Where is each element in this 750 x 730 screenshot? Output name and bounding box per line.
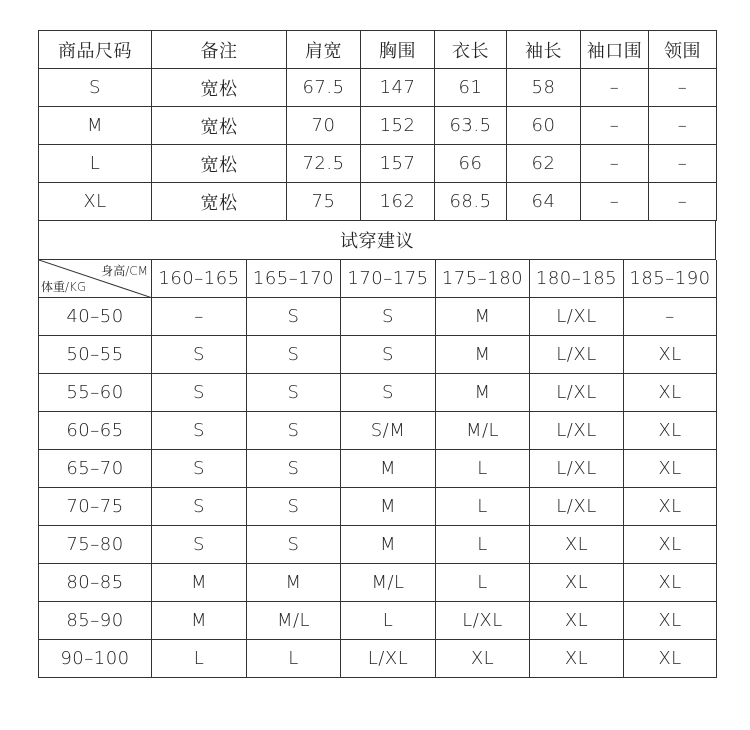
measurement-cell: 63.5 — [435, 107, 507, 145]
measurement-cell: 64 — [507, 183, 581, 221]
size-label-cell: L — [39, 145, 152, 183]
recommended-size-cell: XL — [624, 412, 717, 450]
recommended-size-cell: S — [341, 298, 436, 336]
recommended-size-cell: XL — [624, 602, 717, 640]
measurement-cell: – — [581, 145, 649, 183]
height-range-header: 175–180 — [436, 260, 530, 298]
weight-range-cell: 50–55 — [39, 336, 152, 374]
column-header: 袖口围 — [581, 31, 649, 69]
measurement-cell: 157 — [361, 145, 435, 183]
recommended-size-cell: XL — [624, 488, 717, 526]
measurement-cell: 147 — [361, 69, 435, 107]
weight-range-cell: 80–85 — [39, 564, 152, 602]
recommended-size-cell: XL — [624, 450, 717, 488]
table-row — [39, 488, 717, 526]
weight-range-cell: 60–65 — [39, 412, 152, 450]
recommended-size-cell: M/L — [247, 602, 341, 640]
recommended-size-cell: M — [436, 336, 530, 374]
weight-range-cell: 55–60 — [39, 374, 152, 412]
measurement-cell: 68.5 — [435, 183, 507, 221]
table-row — [39, 69, 717, 107]
weight-range-cell: 40–50 — [39, 298, 152, 336]
recommended-size-cell: M/L — [436, 412, 530, 450]
recommended-size-cell: S/M — [341, 412, 436, 450]
recommended-size-cell: XL — [624, 336, 717, 374]
table-row — [39, 298, 717, 336]
recommended-size-cell: XL — [624, 640, 717, 678]
measurement-cell: 宽松 — [152, 145, 287, 183]
measurement-cell: 66 — [435, 145, 507, 183]
recommended-size-cell: – — [152, 298, 247, 336]
recommended-size-cell: L/XL — [530, 450, 624, 488]
measurement-cell: – — [581, 69, 649, 107]
recommended-size-cell: L — [247, 640, 341, 678]
column-header: 肩宽 — [287, 31, 361, 69]
recommended-size-cell: M — [341, 526, 436, 564]
recommended-size-cell: S — [341, 336, 436, 374]
recommended-size-cell: S — [247, 298, 341, 336]
recommended-size-cell: S — [152, 526, 247, 564]
measurement-cell: – — [581, 107, 649, 145]
size-label-cell: S — [39, 69, 152, 107]
measurement-cell: 70 — [287, 107, 361, 145]
measurement-cell: 162 — [361, 183, 435, 221]
table-row — [39, 602, 717, 640]
table-row — [39, 336, 717, 374]
height-axis-label: 身高/CM — [101, 263, 148, 278]
recommended-size-cell: M/L — [341, 564, 436, 602]
recommended-size-cell: L — [341, 602, 436, 640]
table-row — [39, 640, 717, 678]
weight-range-cell: 85–90 — [39, 602, 152, 640]
weight-axis-label: 体重/KG — [41, 280, 87, 294]
measurement-cell: 72.5 — [287, 145, 361, 183]
recommended-size-cell: L/XL — [530, 298, 624, 336]
recommended-size-cell: M — [152, 564, 247, 602]
height-range-header: 170–175 — [341, 260, 436, 298]
measurement-cell: 宽松 — [152, 183, 287, 221]
size-label-cell: XL — [39, 183, 152, 221]
size-header-row — [39, 31, 717, 69]
recommended-size-cell: L/XL — [530, 488, 624, 526]
table-row — [39, 145, 717, 183]
measurement-cell: 60 — [507, 107, 581, 145]
recommended-size-cell: S — [152, 336, 247, 374]
measurement-cell: 宽松 — [152, 69, 287, 107]
recommended-size-cell: XL — [530, 526, 624, 564]
recommended-size-cell: L — [436, 450, 530, 488]
recommended-size-cell: M — [152, 602, 247, 640]
recommended-size-cell: S — [247, 488, 341, 526]
measurement-cell: – — [649, 107, 717, 145]
table-row — [39, 450, 717, 488]
recommended-size-cell: L/XL — [341, 640, 436, 678]
table-row — [39, 526, 717, 564]
weight-range-cell: 75–80 — [39, 526, 152, 564]
recommended-size-cell: L/XL — [530, 374, 624, 412]
recommended-size-cell: XL — [624, 564, 717, 602]
weight-range-cell: 70–75 — [39, 488, 152, 526]
column-header: 领围 — [649, 31, 717, 69]
recommended-size-cell: XL — [624, 526, 717, 564]
height-range-header: 160–165 — [152, 260, 247, 298]
column-header: 胸围 — [361, 31, 435, 69]
recommended-size-cell: S — [152, 450, 247, 488]
recommended-size-cell: XL — [530, 602, 624, 640]
recommended-size-cell: M — [436, 298, 530, 336]
measurement-cell: 宽松 — [152, 107, 287, 145]
table-row — [39, 374, 717, 412]
table-row — [39, 183, 717, 221]
measurement-cell: – — [581, 183, 649, 221]
fit-suggestion-title-table — [38, 221, 716, 260]
recommended-size-cell: L/XL — [530, 336, 624, 374]
recommended-size-cell: M — [341, 488, 436, 526]
recommended-size-cell: S — [247, 450, 341, 488]
recommended-size-cell: S — [247, 412, 341, 450]
size-measurement-table — [38, 30, 717, 221]
recommended-size-cell: L — [436, 564, 530, 602]
recommended-size-cell: L/XL — [436, 602, 530, 640]
diagonal-corner-cell — [39, 260, 152, 298]
measurement-cell: 152 — [361, 107, 435, 145]
recommended-size-cell: XL — [436, 640, 530, 678]
measurement-cell: – — [649, 145, 717, 183]
column-header: 备注 — [152, 31, 287, 69]
recommended-size-cell: S — [152, 488, 247, 526]
recommended-size-cell: S — [247, 336, 341, 374]
table-row — [39, 412, 717, 450]
fit-suggestion-title: 试穿建议 — [39, 221, 716, 259]
recommended-size-cell: – — [624, 298, 717, 336]
recommended-size-cell: M — [341, 450, 436, 488]
recommended-size-cell: S — [247, 374, 341, 412]
recommended-size-cell: S — [247, 526, 341, 564]
table-row — [39, 107, 717, 145]
recommended-size-cell: XL — [530, 640, 624, 678]
measurement-cell: 75 — [287, 183, 361, 221]
recommended-size-cell: XL — [624, 374, 717, 412]
size-chart — [38, 30, 716, 678]
measurement-cell: 61 — [435, 69, 507, 107]
recommended-size-cell: M — [436, 374, 530, 412]
table-row — [39, 564, 717, 602]
height-range-header: 185–190 — [624, 260, 717, 298]
column-header: 衣长 — [435, 31, 507, 69]
measurement-cell: 62 — [507, 145, 581, 183]
recommended-size-cell: S — [341, 374, 436, 412]
column-header: 袖长 — [507, 31, 581, 69]
recommended-size-cell: S — [152, 374, 247, 412]
measurement-cell: – — [649, 183, 717, 221]
size-label-cell: M — [39, 107, 152, 145]
height-range-header: 180–185 — [530, 260, 624, 298]
recommended-size-cell: XL — [530, 564, 624, 602]
height-header-row — [39, 260, 717, 298]
column-header: 商品尺码 — [39, 31, 152, 69]
recommended-size-cell: L/XL — [530, 412, 624, 450]
fit-recommendation-table — [38, 260, 717, 679]
weight-range-cell: 65–70 — [39, 450, 152, 488]
measurement-cell: 58 — [507, 69, 581, 107]
measurement-cell: 67.5 — [287, 69, 361, 107]
recommended-size-cell: L — [436, 488, 530, 526]
height-range-header: 165–170 — [247, 260, 341, 298]
measurement-cell: – — [649, 69, 717, 107]
recommended-size-cell: M — [247, 564, 341, 602]
recommended-size-cell: L — [436, 526, 530, 564]
recommended-size-cell: S — [152, 412, 247, 450]
recommended-size-cell: L — [152, 640, 247, 678]
weight-range-cell: 90–100 — [39, 640, 152, 678]
